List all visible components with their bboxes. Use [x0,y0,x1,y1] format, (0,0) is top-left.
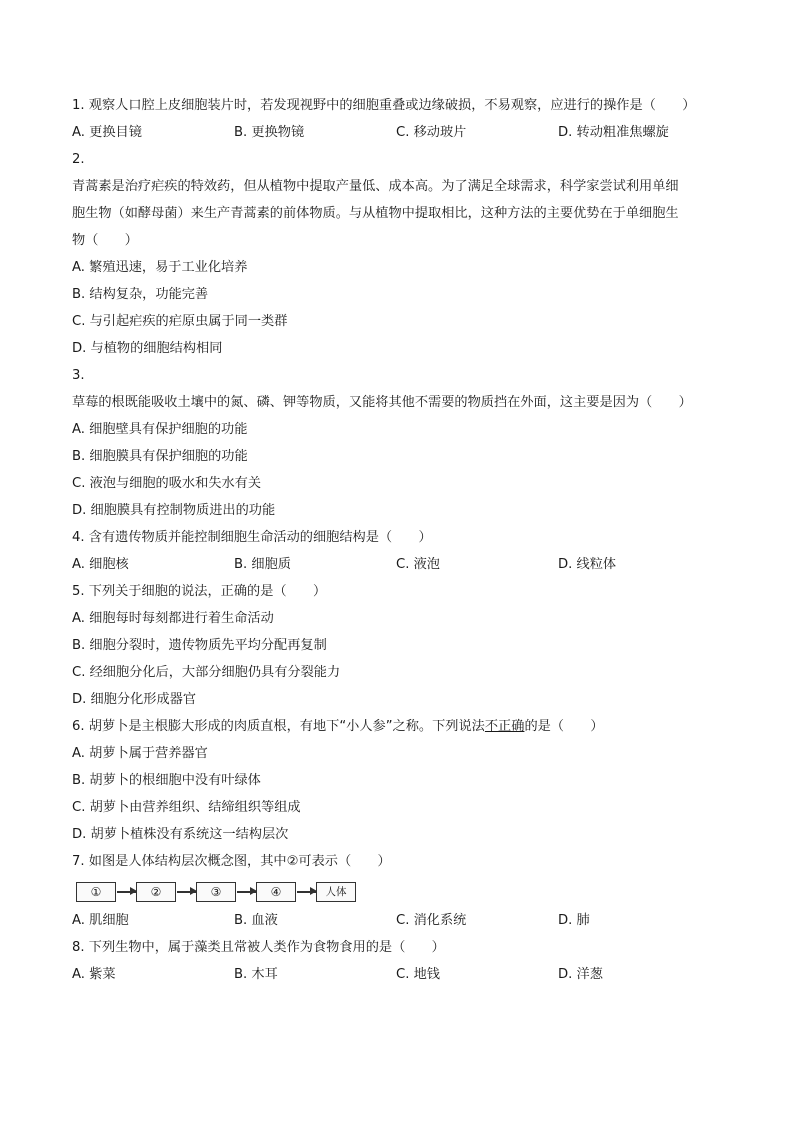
question-8-options [72,961,722,988]
question-3-stem: 草莓的根既能吸收土壤中的氮、磷、钾等物质，又能将其他不需要的物质挡在外面，这主要是因为（ ） [72,395,692,410]
option-c: C. 地钱 [396,967,440,982]
option-b: B. 胡萝卜的根细胞中没有叶绿体 [72,773,261,788]
question-6-stem-after: 的是（ ） [524,719,604,734]
option-a: A. 细胞壁具有保护细胞的功能 [72,422,248,437]
question-4-options [72,551,722,578]
option-d: D. 线粒体 [558,557,617,572]
exam-page [72,92,722,988]
option-a: A. 胡萝卜属于营养器官 [72,746,208,761]
body-structure-concept-diagram [76,879,722,907]
question-2-number: 2. [72,152,85,167]
question-3-number: 3. [72,368,85,383]
question-6-stem-underline: 不正确 [484,719,525,734]
option-a: A. 肌细胞 [72,913,129,928]
option-c: C. 液泡与细胞的吸水和失水有关 [72,476,262,491]
option-d: D. 与植物的细胞结构相同 [72,341,223,356]
diagram-box-4: ④ [256,882,296,902]
option-b: B. 血液 [234,913,278,928]
question-2-stem-line-3: 物（ ） [72,233,138,248]
diagram-arrow [237,891,256,893]
option-a: A. 繁殖迅速，易于工业化培养 [72,260,248,275]
question-1-options [72,119,722,146]
option-d: D. 转动粗准焦螺旋 [558,125,669,140]
question-2-stem-line-2: 胞生物（如酵母菌）来生产青蒿素的前体物质。与从植物中提取相比，这种方法的主要优势在于单细胞生 [72,206,679,221]
option-c: C. 消化系统 [396,913,467,928]
option-d: D. 细胞分化形成器官 [72,692,197,707]
option-b: B. 更换物镜 [234,125,305,140]
question-2-stem-line-1: 青蒿素是治疗疟疾的特效药，但从植物中提取产量低、成本高。为了满足全球需求，科学家尝试利用单细 [72,179,679,194]
diagram-box-1: ① [76,882,116,902]
option-d: D. 洋葱 [558,967,603,982]
diagram-arrow [117,891,136,893]
option-d: D. 胡萝卜植株没有系统这一结构层次 [72,827,289,842]
question-7-options [72,907,722,934]
option-b: B. 细胞膜具有保护细胞的功能 [72,449,248,464]
diagram-box-human-body: 人体 [316,882,356,902]
question-6-stem-before: 6. 胡萝卜是主根膨大形成的肉质直根，有地下“小人参”之称。下列说法 [72,719,485,734]
diagram-box-2: ② [136,882,176,902]
option-d: D. 细胞膜具有控制物质进出的功能 [72,503,276,518]
diagram-box-3: ③ [196,882,236,902]
option-c: C. 液泡 [396,557,440,572]
option-c: C. 移动玻片 [396,125,467,140]
question-7-stem: 7. 如图是人体结构层次概念图，其中②可表示（ ） [72,854,391,869]
option-b: B. 细胞分裂时，遗传物质先平均分配再复制 [72,638,327,653]
option-a: A. 细胞核 [72,557,129,572]
option-a: A. 细胞每时每刻都进行着生命活动 [72,611,274,626]
option-b: B. 细胞质 [234,557,291,572]
option-a: A. 更换目镜 [72,125,142,140]
question-8-stem: 8. 下列生物中，属于藻类且常被人类作为食物食用的是（ ） [72,940,445,955]
option-b: B. 木耳 [234,967,278,982]
question-4-stem: 4. 含有遗传物质并能控制细胞生命活动的细胞结构是（ ） [72,530,432,545]
question-1-stem: 1. 观察人口腔上皮细胞装片时，若发现视野中的细胞重叠或边缘破损，不易观察，应进行的操作是（ ） [72,98,696,113]
diagram-arrow [177,891,196,893]
option-b: B. 结构复杂，功能完善 [72,287,209,302]
question-6-stem [72,713,722,740]
option-c: C. 胡萝卜由营养组织、结缔组织等组成 [72,800,301,815]
option-a: A. 紫菜 [72,967,116,982]
diagram-arrow [297,891,316,893]
option-c: C. 经细胞分化后，大部分细胞仍具有分裂能力 [72,665,341,680]
question-5-stem: 5. 下列关于细胞的说法，正确的是（ ） [72,584,327,599]
option-d: D. 肺 [558,913,590,928]
option-c: C. 与引起疟疾的疟原虫属于同一类群 [72,314,288,329]
